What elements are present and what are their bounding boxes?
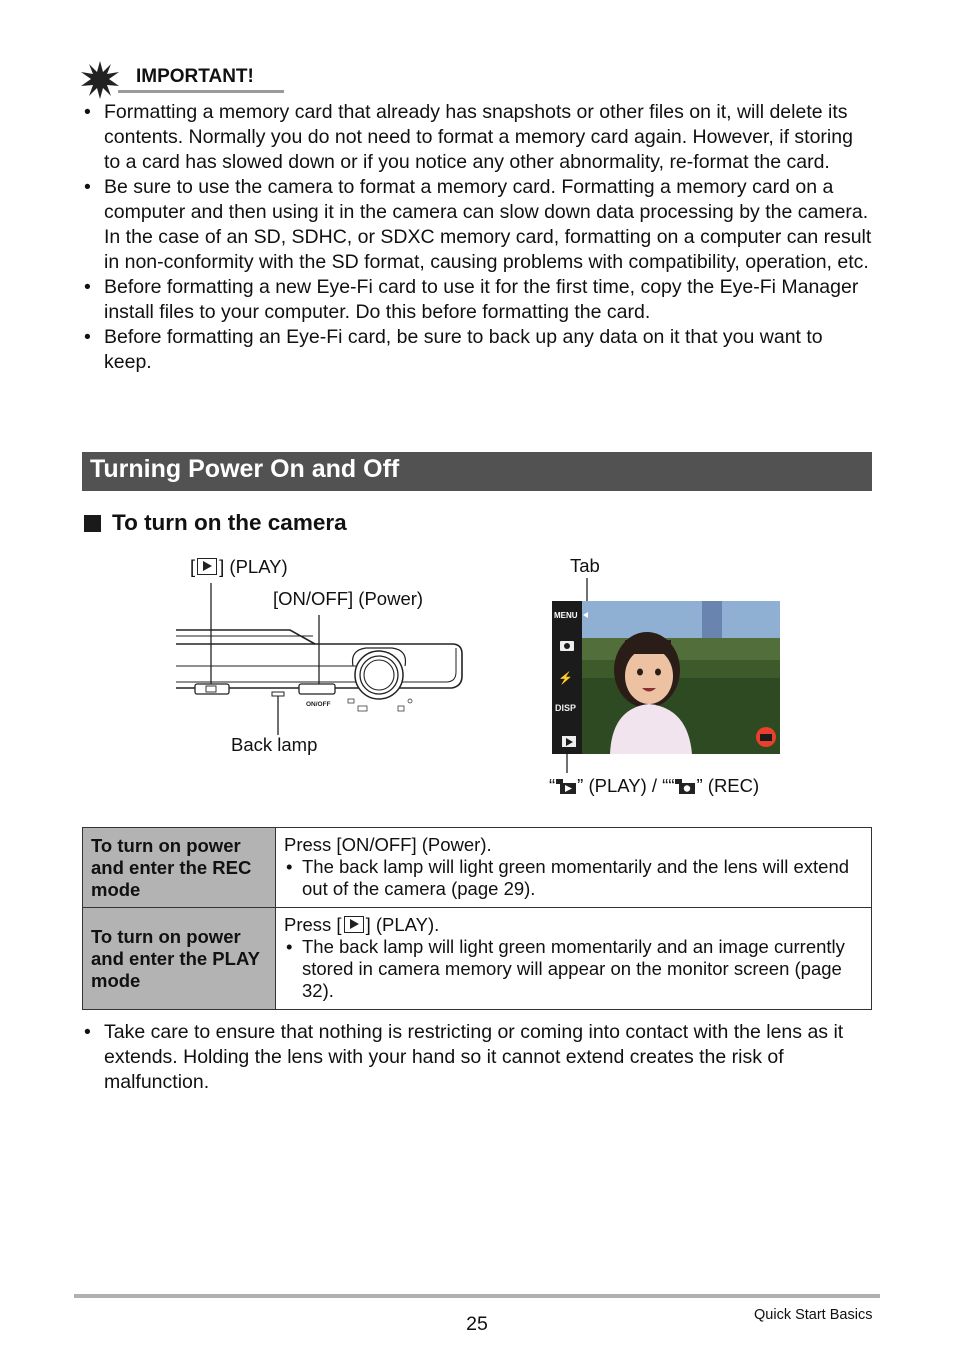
subsection-square-icon [84, 515, 101, 532]
screen-disp-text: DISP [555, 703, 577, 713]
caution-item: • Take care to ensure that nothing is restricting or coming into contact with the lens as it extends. Holding the lens with your hand so it cannot extend creates the risk of malfunction. [84, 1021, 844, 1093]
onoff-marking: ON/OFF [306, 701, 331, 708]
table-row-heading: To turn on power and enter the REC mode [83, 828, 276, 908]
play-icon [344, 916, 364, 933]
chapter-name: Quick Start Basics [754, 1307, 873, 1323]
important-item: • Be sure to use the camera to format a memory card. Formatting a memory card on a computer and then using it in the camera can slow down data processing by the camera. In the case of an SD, SDHC, or SDXC memory card, formatting on a computer can result in non-conformity with the SD format, causing problems with compatibility, operation, etc. [84, 176, 872, 273]
monitor-screen-illustration [552, 578, 782, 778]
play-mode-icon [555, 777, 577, 795]
table-row-heading: To turn on power and enter the PLAY mode [83, 908, 276, 1010]
table-row-content [276, 908, 872, 1010]
tab-label: Tab [570, 555, 600, 576]
important-underline [118, 90, 284, 93]
table-row-instruction: Press [ON/OFF] (Power). [284, 833, 492, 855]
table-row-note: • The back lamp will light green momentarily and the lens will extend out of the camera (page 29). [286, 855, 850, 899]
camera-top-illustration [170, 580, 470, 740]
table-row [83, 908, 872, 1010]
page-number: 25 [466, 1313, 488, 1335]
caution-list [84, 1020, 874, 1095]
mode-icons-caption: “ ” (PLAY) / ““ ” (REC) [549, 775, 760, 796]
table-row-content [276, 828, 872, 908]
svg-text:⚡: ⚡ [558, 671, 573, 685]
important-item: • Before formatting a new Eye-Fi card to use it for the first time, copy the Eye-Fi Manager install files to your computer. Do this before formatting the card. [84, 276, 859, 323]
table-row [83, 828, 872, 908]
important-label: IMPORTANT! [136, 66, 254, 87]
important-item: • Before formatting an Eye-Fi card, be sure to back up any data on it that you want to keep. [84, 326, 823, 373]
power-on-table [82, 827, 872, 1010]
rec-mode-icon [674, 777, 696, 795]
subsection-title: To turn on the camera [112, 510, 347, 535]
play-icon [197, 558, 217, 575]
important-burst-icon [80, 60, 120, 100]
table-row-note: • The back lamp will light green momentarily and an image currently stored in camera memory will appear on the monitor screen (page 32). [286, 935, 845, 1001]
play-button-label: [ ] (PLAY) [190, 556, 288, 577]
important-item: • Formatting a memory card that already has snapshots or other files on it, will delete its contents. Normally you do not need to format a memory card again. However, if storing to a card has slowed down or if you notice any other abnormality, re-format the card. [84, 101, 853, 173]
back-lamp-label: Back lamp [231, 734, 318, 755]
footer-rule [74, 1294, 880, 1298]
section-title: Turning Power On and Off [90, 455, 400, 483]
power-button-label: [ON/OFF] (Power) [273, 588, 424, 609]
table-row-instruction: Press [ ] (PLAY). [284, 913, 440, 935]
screen-menu-text: MENU [554, 611, 578, 620]
important-list [84, 100, 874, 375]
